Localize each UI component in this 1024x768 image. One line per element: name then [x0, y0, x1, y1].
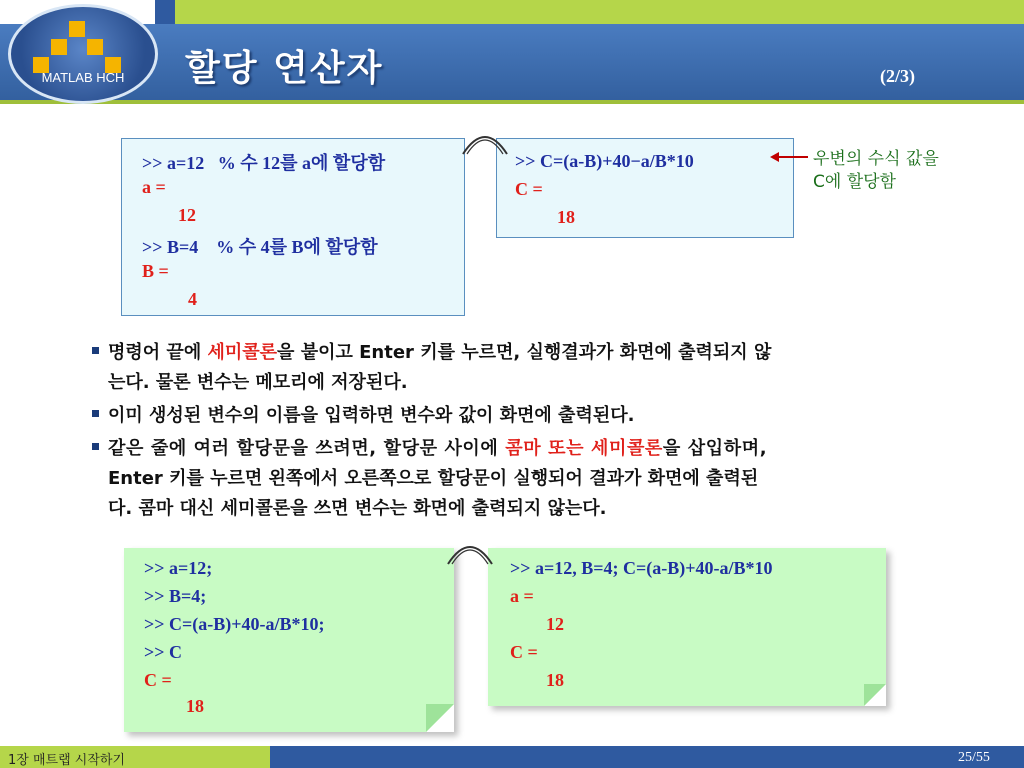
logo-square-icon	[87, 39, 103, 55]
code-line: 12	[178, 205, 196, 225]
connector-arc-icon	[455, 120, 515, 160]
bullet-marker-icon	[92, 443, 99, 450]
code-line: >> B=4 % 수 4를 B에 할당함	[142, 237, 378, 257]
sticky-note-2	[488, 548, 886, 706]
code-line: C =	[515, 179, 543, 199]
logo-square-icon	[69, 21, 85, 37]
logo-text: MATLAB HCH	[41, 70, 125, 85]
sticky-fold	[426, 704, 454, 732]
slide-page-fraction: (2/3)	[880, 66, 915, 86]
code-line: 12	[546, 614, 564, 634]
code-line: 18	[557, 207, 575, 227]
header-divider	[0, 100, 1024, 104]
code-line: >> a=12;	[144, 558, 213, 578]
footer-chapter: 1장 매트랩 시작하기	[8, 753, 125, 768]
code-line: 4	[188, 289, 197, 309]
bullet-1-line-1: 명령어 끝에 세미콜론을 붙이고 Enter 키를 누르면, 실행결과가 화면에 출력되지 않	[108, 342, 772, 363]
code-line: >> C=(a-B)+40-a/B*10;	[144, 614, 325, 634]
code-line: C =	[510, 642, 538, 662]
connector-arc-icon	[440, 530, 500, 570]
header-green-stripe	[175, 0, 1024, 24]
bullet-3-line-3: 다. 콤마 대신 세미콜론을 쓰면 변수는 화면에 출력되지 않는다.	[108, 498, 607, 519]
code-line: >> a=12, B=4; C=(a-B)+40-a/B*10	[510, 558, 773, 578]
sticky-fold	[864, 684, 886, 706]
sticky-note-1	[124, 548, 454, 732]
footer-page-number: 25/55	[958, 750, 990, 765]
code-line: >> a=12 % 수 12를 a에 할당함	[142, 153, 386, 173]
code-line: >> C	[144, 642, 183, 662]
code-line: a =	[142, 177, 166, 197]
matlab-logo	[8, 4, 158, 104]
code-line: C =	[144, 670, 172, 690]
bullet-3-line-1: 같은 줄에 여러 할당문을 쓰려면, 할당문 사이에 콤마 또는 세미콜론을 삽입하며,	[108, 438, 768, 459]
code-line: >> C=(a-B)+40−a/B*10	[515, 151, 694, 171]
note-line: 우변의 수식 값을	[813, 149, 939, 169]
code-line: >> B=4;	[144, 586, 207, 606]
code-line: a =	[510, 586, 534, 606]
code-box-2	[496, 138, 794, 238]
code-line: B =	[142, 261, 169, 281]
note-line: C에 할당함	[813, 172, 896, 192]
code-box-1	[121, 138, 465, 316]
header-blue-accent	[155, 0, 175, 24]
bullet-1-line-2: 는다. 물론 변수는 메모리에 저장된다.	[108, 372, 408, 393]
bullet-marker-icon	[92, 410, 99, 417]
bullet-marker-icon	[92, 347, 99, 354]
logo-square-icon	[51, 39, 67, 55]
code-line: 18	[546, 670, 564, 690]
left-arrow-icon	[770, 150, 810, 164]
bullet-3-line-2: Enter 키를 누르면 왼쪽에서 오른쪽으로 할당문이 실행되어 결과가 화면에 출력된	[108, 468, 759, 489]
bullet-2-line-1: 이미 생성된 변수의 이름을 입력하면 변수와 값이 화면에 출력된다.	[108, 405, 635, 426]
slide-title: 할당 연산자	[185, 48, 384, 89]
code-line: 18	[186, 696, 204, 716]
